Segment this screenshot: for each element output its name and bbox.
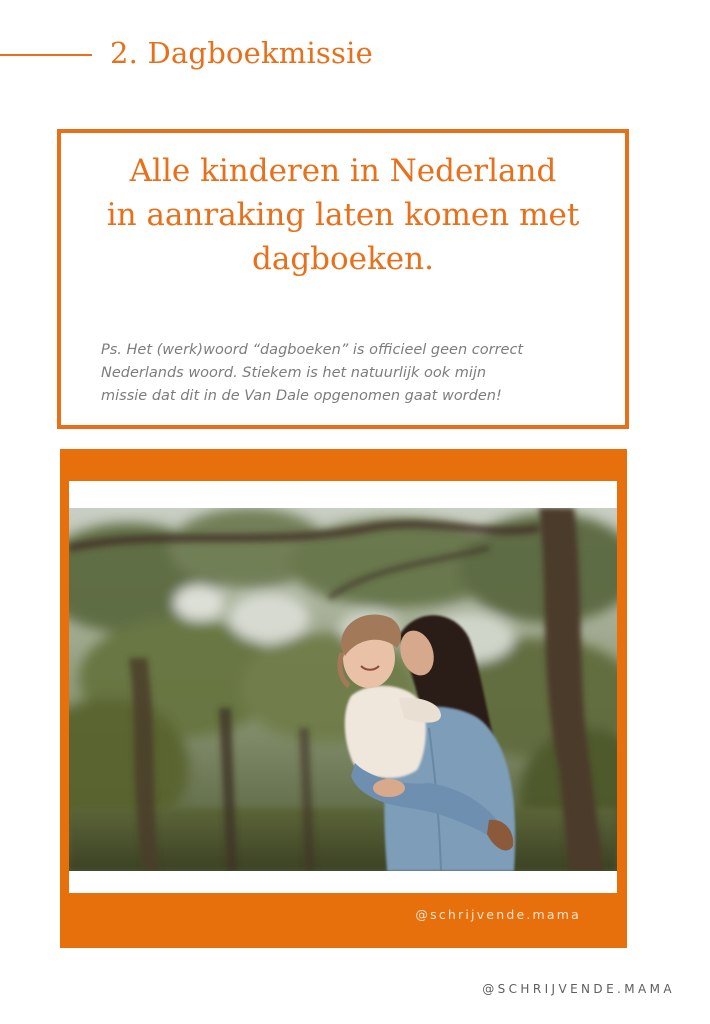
mission-headline-line: Alle kinderen in Nederland bbox=[129, 153, 557, 189]
footer-handle: @SCHRIJVENDE.MAMA bbox=[482, 982, 675, 996]
mother-and-child-photo bbox=[69, 508, 617, 871]
mission-box bbox=[57, 129, 629, 429]
mission-note-line: Nederlands woord. Stiekem is het natuurlijk ook mijn bbox=[101, 365, 487, 381]
mission-note bbox=[101, 339, 595, 408]
photo-credit: @schrijvende.mama bbox=[415, 907, 581, 922]
section-title: 2. Dagboekmissie bbox=[110, 36, 373, 70]
mission-note-line: Ps. Het (werk)woord “dagboeken” is officieel geen correct bbox=[101, 342, 524, 358]
mission-headline-line: dagboeken. bbox=[252, 241, 434, 277]
mission-note-line: missie dat dit in de Van Dale opgenomen gaat worden! bbox=[101, 388, 502, 404]
section-rule bbox=[0, 54, 92, 56]
mission-headline bbox=[71, 149, 615, 281]
photo-frame bbox=[60, 449, 627, 948]
mission-headline-line: in aanraking laten komen met bbox=[106, 197, 580, 233]
photo-mat bbox=[69, 481, 617, 893]
